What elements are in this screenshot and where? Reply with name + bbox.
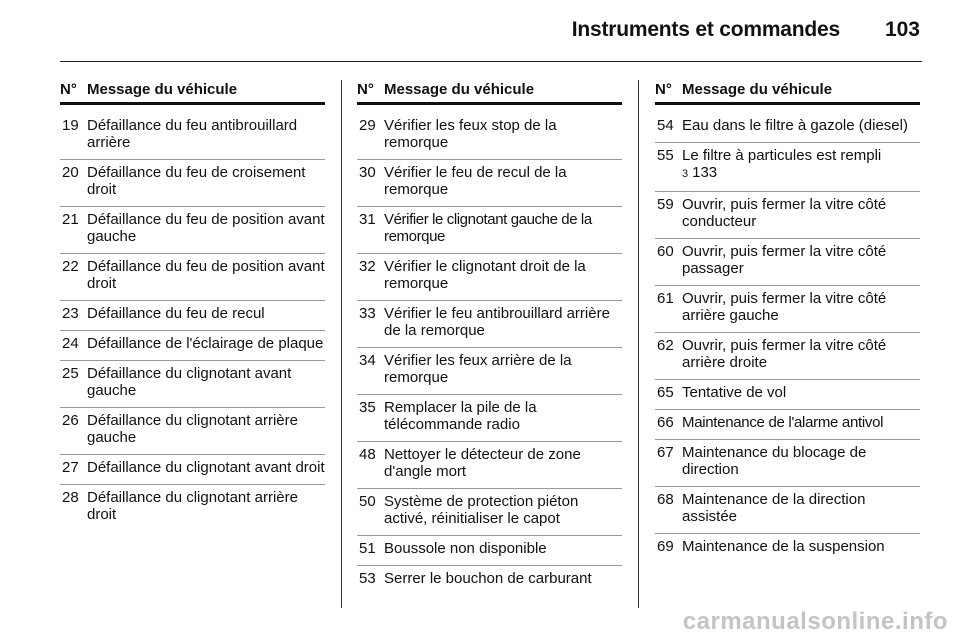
- row-number: 53: [359, 570, 376, 587]
- row-number: 27: [62, 459, 79, 476]
- row-number: 59: [657, 196, 674, 213]
- row-number: 33: [359, 305, 376, 322]
- row-message: Vérifier le clignotant droit de la remorque: [384, 258, 586, 292]
- row-message: Remplacer la pile de la télécommande radio: [384, 399, 537, 433]
- header-number: N°: [357, 81, 374, 98]
- row-message: Défaillance du feu de recul: [87, 305, 265, 322]
- row-message: Vérifier les feux arrière de la remorque: [384, 352, 572, 386]
- table-row: [655, 288, 920, 333]
- header-number: N°: [655, 81, 672, 98]
- row-number: 21: [62, 211, 79, 228]
- table-header: [357, 80, 622, 105]
- column-divider: [341, 80, 342, 608]
- table-row: [357, 350, 622, 395]
- column-divider: [638, 80, 639, 608]
- message-table-column-3: [655, 80, 920, 565]
- watermark: carmanualsonline.info: [682, 608, 948, 635]
- row-number: 50: [359, 493, 376, 510]
- row-number: 26: [62, 412, 79, 429]
- row-message: Défaillance du feu antibrouillard arrière: [87, 117, 298, 151]
- row-number: 19: [62, 117, 79, 134]
- table-row: [655, 115, 920, 143]
- table-row: [60, 303, 325, 331]
- table-row: [655, 241, 920, 286]
- table-row: [357, 256, 622, 301]
- row-number: 20: [62, 164, 79, 181]
- table-row: [60, 487, 325, 531]
- table-rows: [60, 115, 325, 531]
- message-table-column-1: [60, 80, 325, 533]
- row-number: 30: [359, 164, 376, 181]
- table-row: [655, 412, 920, 440]
- row-message: Ouvrir, puis fermer la vitre côté arrière droite: [682, 337, 887, 371]
- row-message: Défaillance du feu de position avant droit: [87, 258, 325, 292]
- table-header: [655, 80, 920, 105]
- table-row: [655, 194, 920, 239]
- row-message: Vérifier le feu de recul de la remorque: [384, 164, 567, 198]
- row-number: 65: [657, 384, 674, 401]
- table-row: [357, 397, 622, 442]
- page-number: 103: [884, 18, 920, 41]
- table-row: [60, 115, 325, 160]
- row-number: 31: [359, 211, 376, 228]
- row-message: Défaillance du clignotant avant droit: [87, 459, 325, 476]
- page-reference-link[interactable]: 133: [692, 164, 718, 181]
- row-number: 68: [657, 491, 674, 508]
- table-row: [357, 162, 622, 207]
- row-message: Défaillance du clignotant arrière droit: [87, 489, 298, 523]
- row-number: 66: [657, 414, 674, 431]
- header-message: Message du véhicule: [682, 81, 833, 98]
- row-number: 69: [657, 538, 674, 555]
- table-row: [357, 491, 622, 536]
- row-message: Ouvrir, puis fermer la vitre côté passager: [682, 243, 887, 277]
- table-row: [60, 162, 325, 207]
- row-number: 28: [62, 489, 79, 506]
- row-message: Défaillance du feu de croisement droit: [87, 164, 306, 198]
- row-message: Tentative de vol: [682, 384, 787, 401]
- table-row: [655, 489, 920, 534]
- row-message: Maintenance de l'alarme antivol: [682, 414, 884, 431]
- row-message: Serrer le bouchon de carburant: [384, 570, 592, 587]
- row-message: Boussole non disponible: [384, 540, 547, 557]
- row-number: 22: [62, 258, 79, 275]
- table-row: [357, 538, 622, 566]
- row-number: 25: [62, 365, 79, 382]
- header-message: Message du véhicule: [384, 81, 535, 98]
- row-number: 24: [62, 335, 79, 352]
- table-row: [60, 410, 325, 455]
- row-number: 61: [657, 290, 674, 307]
- row-message: Le filtre à particules est rempli: [682, 147, 882, 164]
- table-row: [655, 335, 920, 380]
- table-row: [60, 363, 325, 408]
- row-number: 60: [657, 243, 674, 260]
- table-row: [357, 209, 622, 254]
- row-message: Maintenance de la direction assistée: [682, 491, 866, 525]
- row-number: 48: [359, 446, 376, 463]
- row-message: Vérifier le feu antibrouillard arrière de la remorque: [384, 305, 610, 339]
- row-number: 67: [657, 444, 674, 461]
- row-message: Défaillance de l'éclairage de plaque: [87, 335, 324, 352]
- row-number: 32: [359, 258, 376, 275]
- row-message: Défaillance du clignotant avant gauche: [87, 365, 292, 399]
- header-message: Message du véhicule: [87, 81, 238, 98]
- row-message-with-reference: [682, 147, 920, 183]
- row-message: Défaillance du clignotant arrière gauche: [87, 412, 298, 446]
- row-number: 29: [359, 117, 376, 134]
- table-row: [357, 115, 622, 160]
- row-message: Ouvrir, puis fermer la vitre côté arrière gauche: [682, 290, 887, 324]
- message-table-column-2: [357, 80, 622, 597]
- header-rule: [60, 61, 922, 62]
- table-rows: [357, 115, 622, 595]
- table-row: [60, 457, 325, 485]
- page-title: Instruments et commandes: [571, 18, 840, 41]
- row-number: 62: [657, 337, 674, 354]
- row-message: Maintenance du blocage de direction: [682, 444, 867, 478]
- table-row: [357, 568, 622, 595]
- row-number: 54: [657, 117, 674, 134]
- row-number: 35: [359, 399, 376, 416]
- table-row: [655, 536, 920, 563]
- page-header: [60, 0, 922, 62]
- row-message: Nettoyer le détecteur de zone d'angle mort: [384, 446, 581, 480]
- row-number: 34: [359, 352, 376, 369]
- page-reference-icon: 3: [682, 168, 689, 180]
- table-row: [655, 442, 920, 487]
- row-number: 51: [359, 540, 376, 557]
- header-number: N°: [60, 81, 77, 98]
- row-message: Vérifier le clignotant gauche de la remorque: [384, 211, 592, 245]
- table-header: [60, 80, 325, 105]
- row-message: Ouvrir, puis fermer la vitre côté conducteur: [682, 196, 887, 230]
- table-row: [357, 303, 622, 348]
- table-row: [655, 382, 920, 410]
- row-number: 55: [657, 147, 674, 164]
- table-row: [60, 256, 325, 301]
- table-row: [60, 209, 325, 254]
- row-message: Vérifier les feux stop de la remorque: [384, 117, 557, 151]
- row-message: Défaillance du feu de position avant gauche: [87, 211, 325, 245]
- row-message: Système de protection piéton activé, réinitialiser le capot: [384, 493, 579, 527]
- row-number: 23: [62, 305, 79, 322]
- row-message: Maintenance de la suspension: [682, 538, 885, 555]
- table-row: [60, 333, 325, 361]
- table-row: [655, 145, 920, 192]
- row-message: Eau dans le filtre à gazole (diesel): [682, 117, 908, 134]
- table-row: [357, 444, 622, 489]
- table-rows: [655, 115, 920, 563]
